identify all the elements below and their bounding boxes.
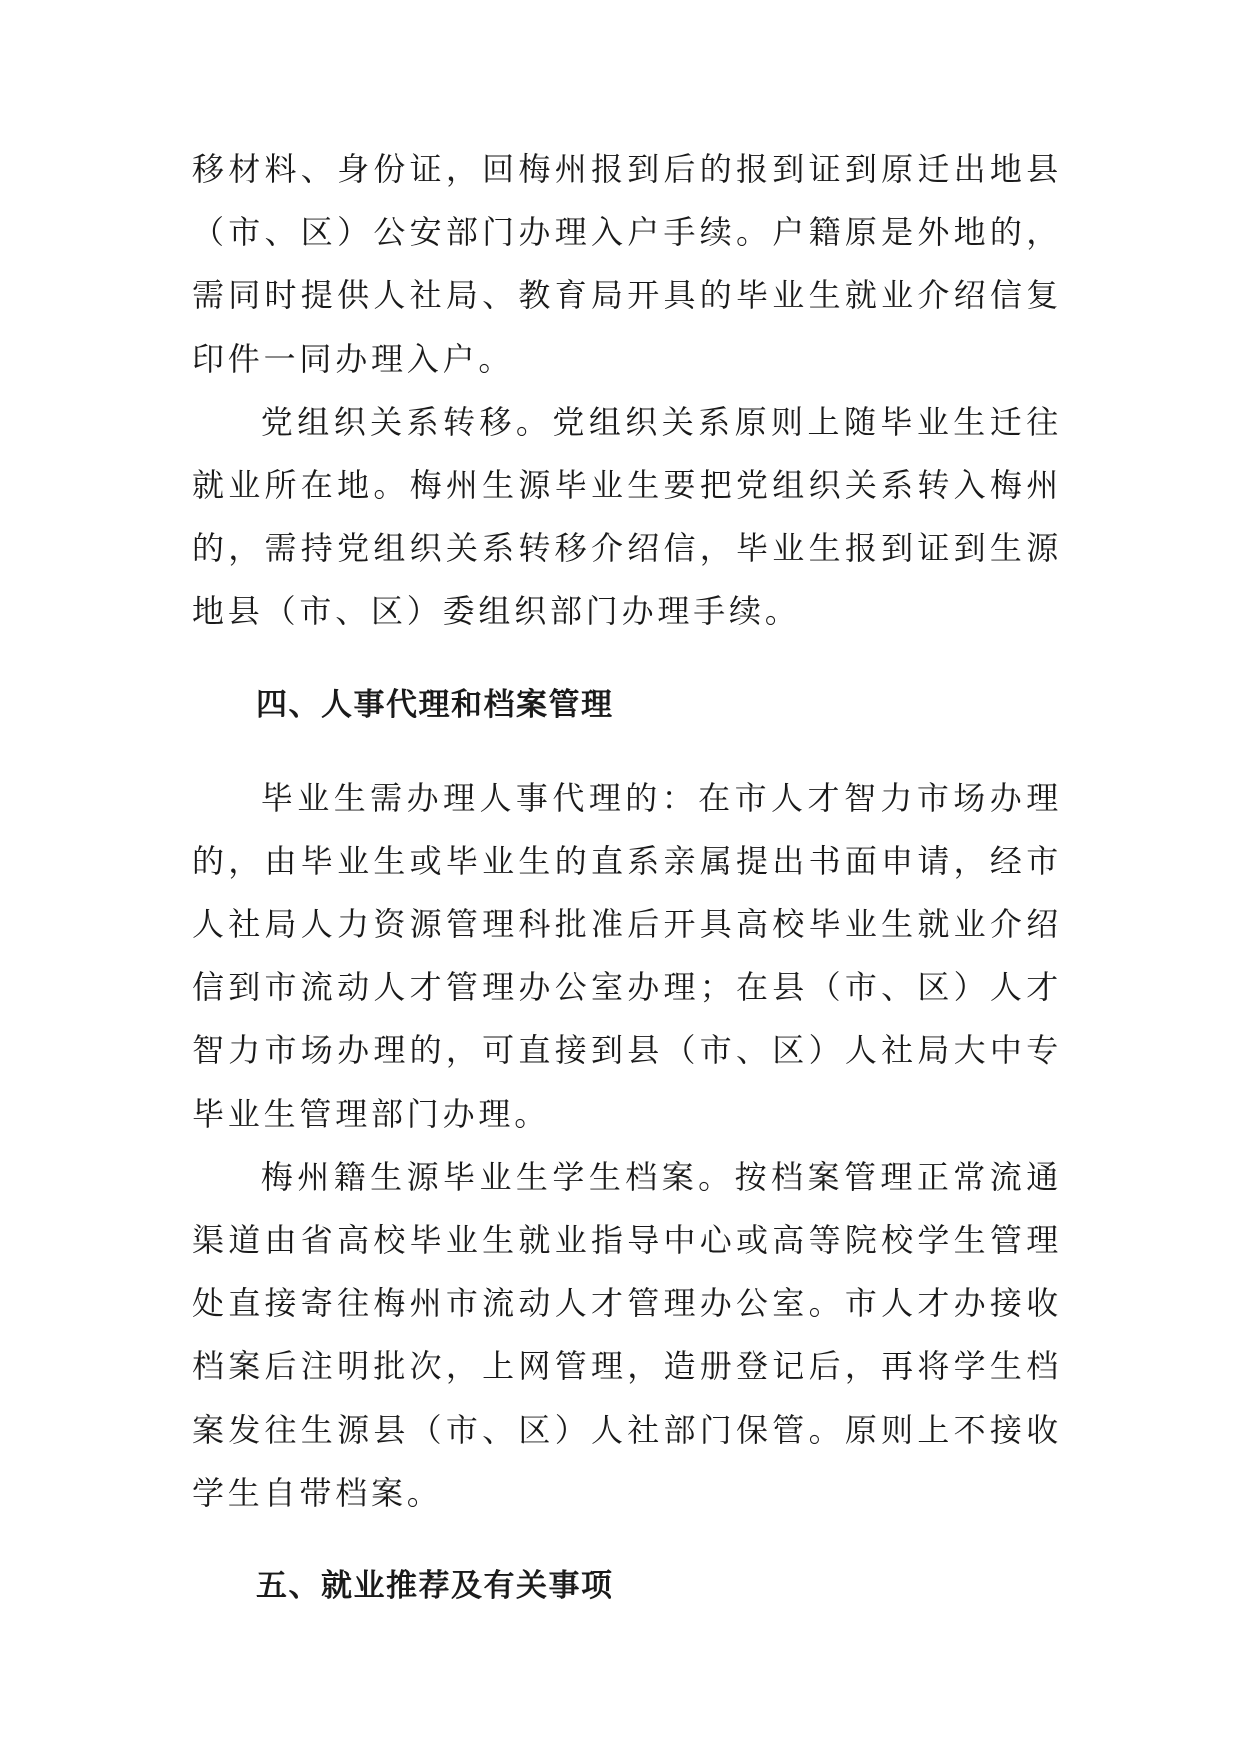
section-heading-personnel-agency: 四、人事代理和档案管理 <box>256 686 614 723</box>
paragraph-party-relationship: 党组织关系转移。党组织关系原则上随毕业生迁往就业所在地。梅州生源毕业生要把党组织关系转入梅州的，需持党组织关系转移介绍信，毕业生报到证到生源地县（市、区）委组织部门办理手续。 <box>192 402 1062 631</box>
paragraph-household-registration: 移材料、身份证，回梅州报到后的报到证到原迁出地县（市、区）公安部门办理入户手续。户籍原是外地的，需同时提供人社局、教育局开具的毕业生就业介绍信复印件一同办理入户。 <box>192 150 1062 378</box>
document-body <box>192 138 1062 1648</box>
section-heading-employment-recommendation: 五、就业推荐及有关事项 <box>256 1568 614 1605</box>
paragraph-student-archives: 梅州籍生源毕业生学生档案。按档案管理正常流通渠道由省高校毕业生就业指导中心或高等院校学生管理处直接寄往梅州市流动人才管理办公室。市人才办接收档案后注明批次，上网管理，造册登记后，再将学生档案发往生源县（市、区）人社部门保管。原则上不接收学生自带档案。 <box>192 1157 1062 1512</box>
paragraph-personnel-agency: 毕业生需办理人事代理的：在市人才智力市场办理的，由毕业生或毕业生的直系亲属提出书面申请，经市人社局人力资源管理科批准后开具高校毕业生就业介绍信到市流动人才管理办公室办理；在县（市、区）人才智力市场办理的，可直接到县（市、区）人社局大中专毕业生管理部门办理。 <box>192 778 1062 1133</box>
